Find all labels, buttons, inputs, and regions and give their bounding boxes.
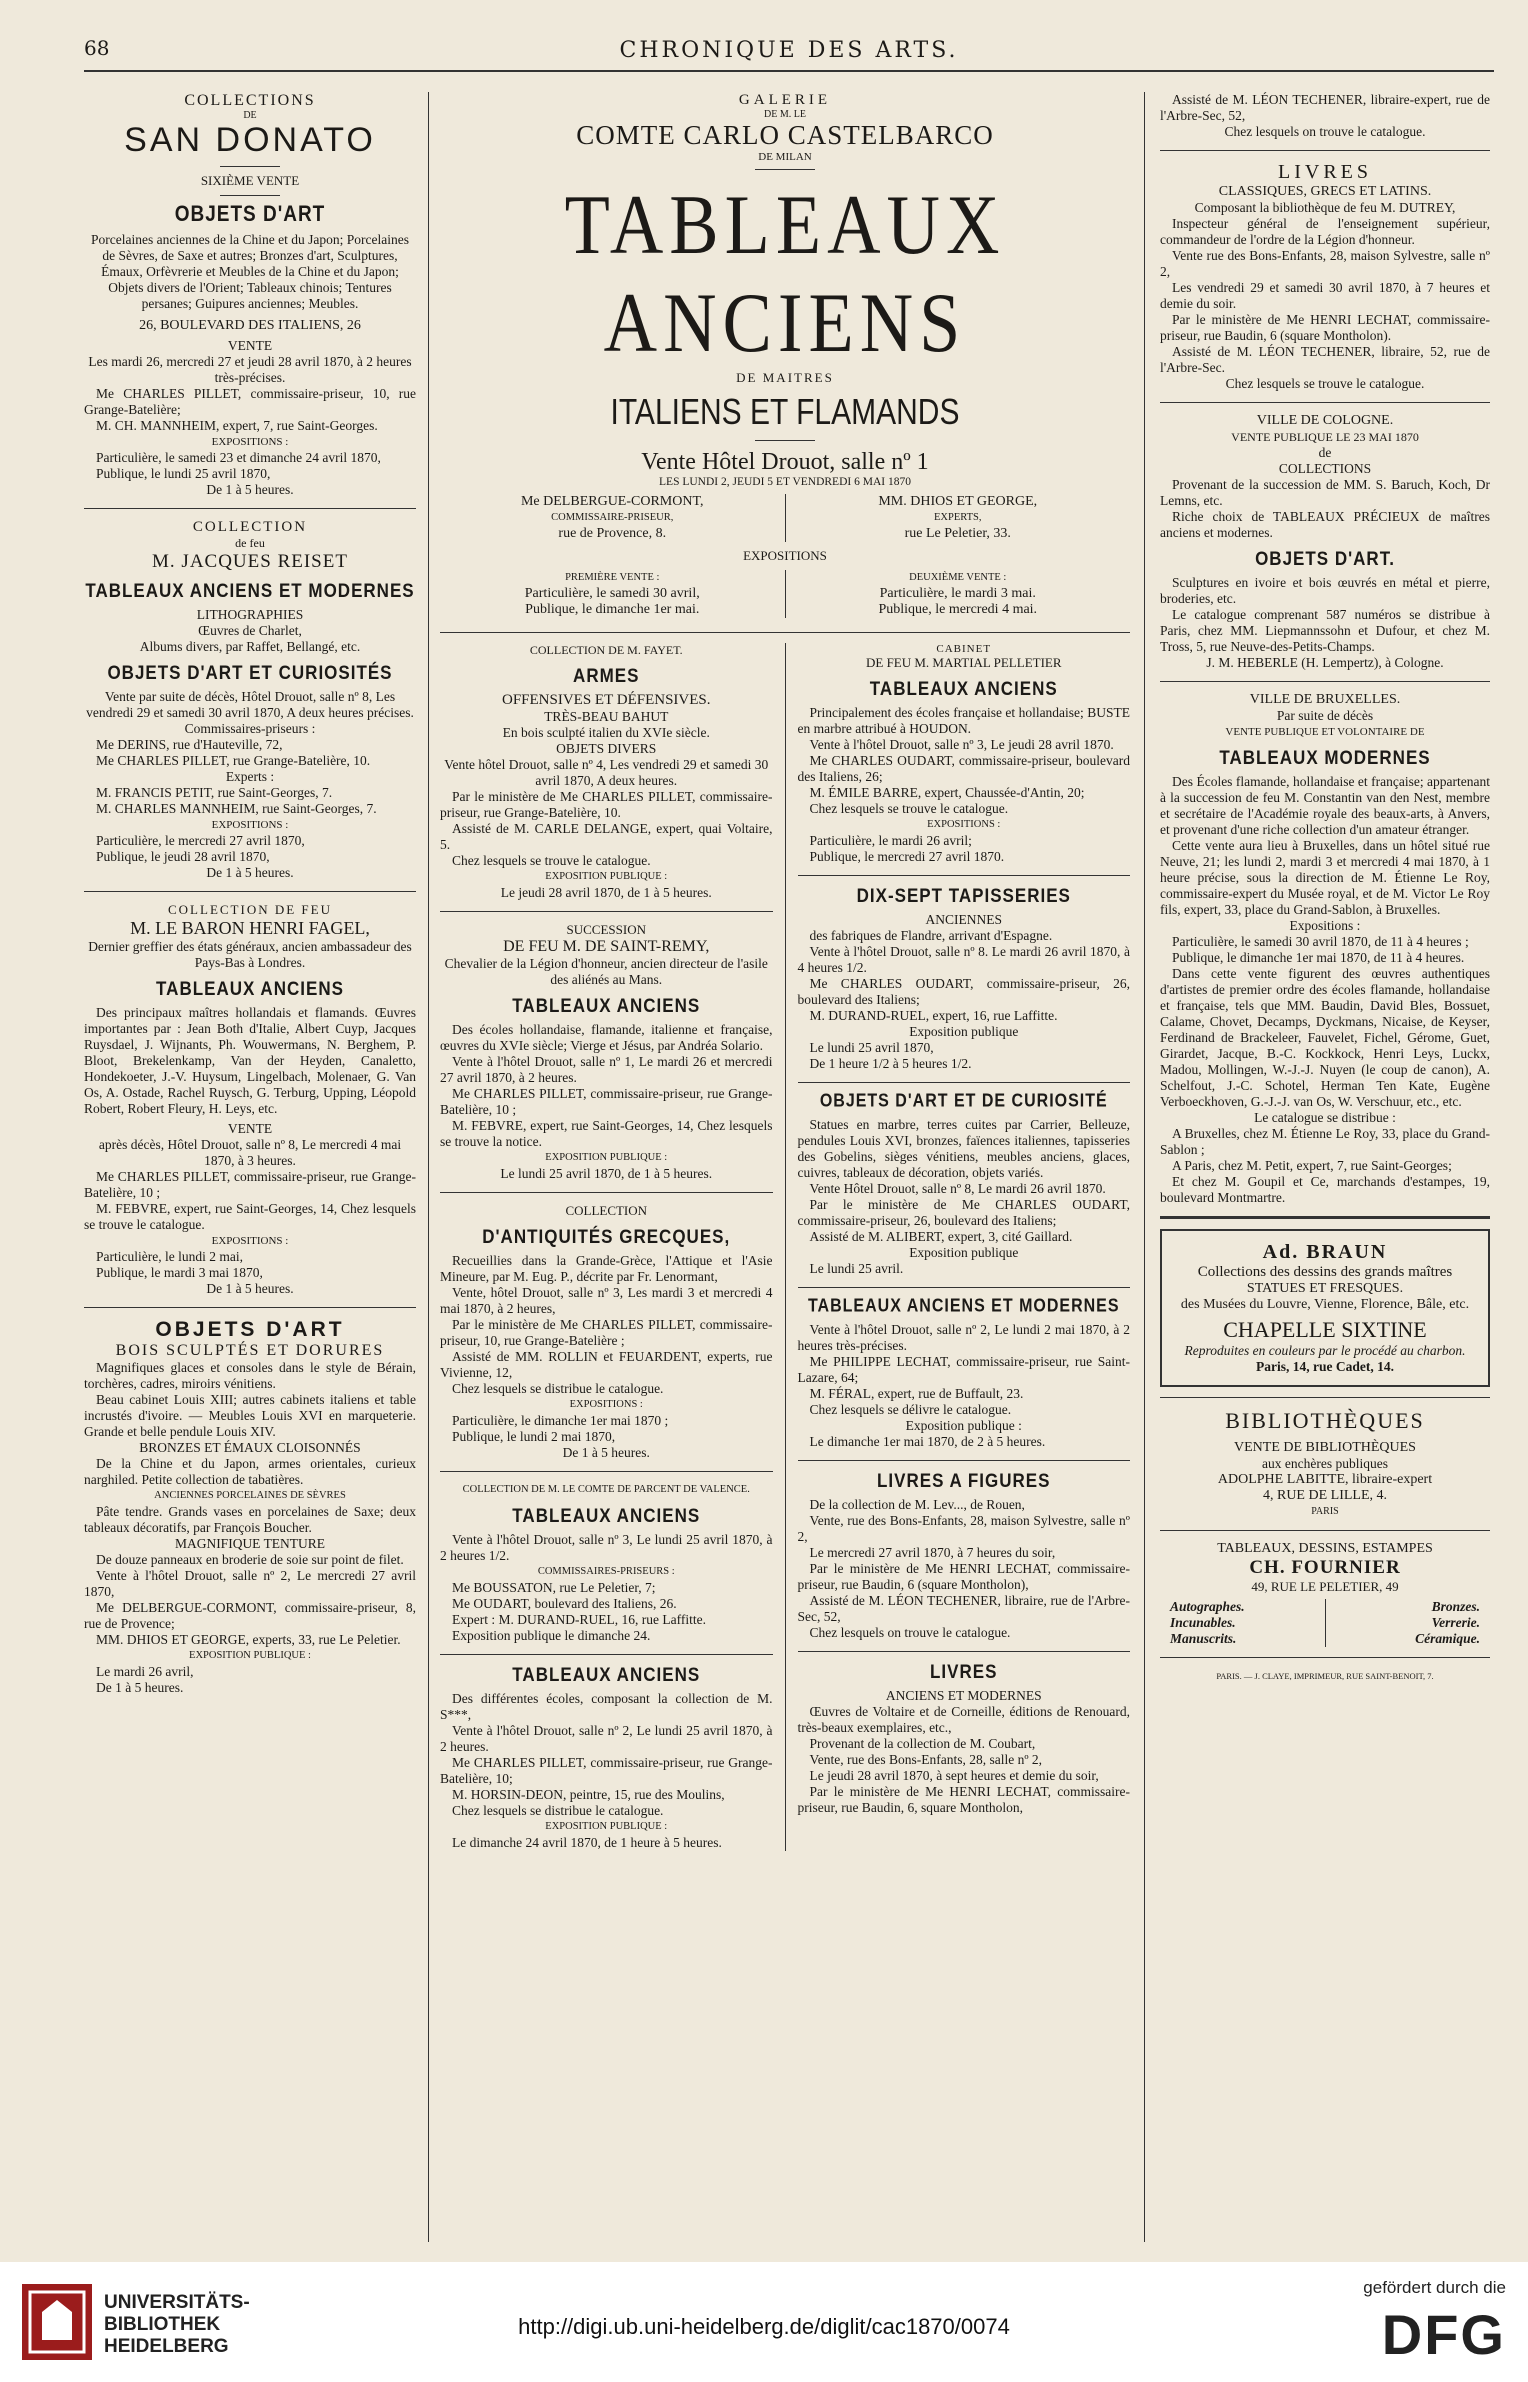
ad-label: ANCIENNES PORCELAINES DE SÈVRES (154, 1490, 346, 1501)
ad-heading: TABLEAUX MODERNES (1219, 746, 1431, 769)
ad-text: Pâte tendre. Grands vases en porcelaines de Saxe; deux tableaux décoratifs, par François Boucher. (84, 1504, 416, 1535)
rule (755, 440, 815, 441)
ad-heading: LIVRES A FIGURES (877, 1469, 1051, 1492)
ad-text: Particulière, le samedi 30 avril 1870, de 11 à 4 heures ; (1172, 934, 1469, 949)
ad-text: Chez lesquels se distribue le catalogue. (452, 1381, 664, 1396)
column-divider (428, 92, 429, 2242)
ad-text: Me CHARLES PILLET, rue Grange-Batelière, 10. (96, 753, 371, 768)
ad-text: TRÈS-BEAU BAHUT (544, 709, 669, 724)
column-right (1160, 92, 1490, 1684)
ad-text: Me DERINS, rue d'Hauteville, 72, (96, 737, 283, 752)
ad-text: Particulière, le samedi 30 avril, (524, 586, 700, 601)
ad-label: VENTE (227, 1121, 273, 1136)
ad-text: De 1 à 5 heures. (206, 1281, 294, 1296)
fournier-right (1325, 1599, 1491, 1647)
ad-text: J. M. HEBERLE (H. Lempertz), à Cologne. (1206, 655, 1444, 670)
ad-text: Par le ministère de Me HENRI LECHAT, commissaire-priseur, rue Baudin, 6 (square Montholon), (797, 1561, 1130, 1592)
ad-kicker: COLLECTION DE FEU (168, 902, 332, 917)
ad-text: Riche choix de TABLEAUX PRÉCIEUX de maîtres anciens et modernes. (1160, 509, 1490, 540)
ad-text: Chez lesquels se trouve le catalogue. (809, 801, 1009, 816)
ad-text: Me CHARLES PILLET, commissaire-priseur, rue Grange-Batelière, 10 ; (84, 1169, 416, 1200)
ad-text: Me CHARLES PILLET, commissaire-priseur, rue Grange-Batelière, 10; (440, 1755, 773, 1786)
ad-text: Me CHARLES OUDART, commissaire-priseur, boulevard des Italiens, 26; (797, 753, 1130, 784)
ad-kicker: COLLECTION (565, 1203, 648, 1218)
ad-text: Inspecteur général de l'enseignement supérieur, commandeur de l'ordre de la Légion d'honneur. (1160, 216, 1490, 247)
ad-text: après décès, Hôtel Drouot, salle nº 8, Le mercredi 4 mai 1870, à 3 heures. (98, 1137, 402, 1168)
ad-text: Vente à l'hôtel Drouot, salle nº 2, Le mercredi 27 avril 1870, (84, 1568, 416, 1599)
ad-text: Exposition publique le dimanche 24. (452, 1628, 651, 1643)
rule (84, 1307, 416, 1308)
ad-title: COMTE CARLO CASTELBARCO (576, 120, 994, 150)
ad-label: EXPOSITIONS : (927, 819, 1001, 830)
digitization-footer (0, 2262, 1528, 2382)
ad-kicker: COLLECTION DE M. LE COMTE DE PARCENT DE VALENCE. (462, 1484, 750, 1495)
ad-text: MM. DHIOS ET GEORGE, (878, 494, 1038, 509)
ad-kicker: COLLECTIONS (184, 92, 316, 109)
ad-text: Me DELBERGUE-CORMONT, (520, 494, 704, 509)
ad-subtitle: Chevalier de la Légion d'honneur, ancien directeur de l'asile des aliénés au Mans. (444, 956, 768, 987)
ad-text: Vente Hôtel Drouot, salle nº 8, Le mardi 26 avril 1870. (809, 1181, 1106, 1196)
ad-text: Me OUDART, boulevard des Italiens, 26. (452, 1596, 677, 1611)
ad-text: Exposition publique (909, 1245, 1019, 1260)
rule (1160, 1397, 1490, 1398)
rule (84, 508, 416, 509)
ad-text: Paris, 14, rue Cadet, 14. (1256, 1359, 1394, 1374)
rule (440, 911, 773, 912)
ad-title: DE FEU M. DE SAINT-REMY, (503, 938, 710, 955)
ad-text: Porcelaines anciennes de la Chine et du Japon; Porcelaines de Sèvres, de Saxe et autres; Bronzes d'art, Sculptures, Émaux, Orfèvrerie et Meubles de la Chine et du Japon; Objets divers de l'Orient; Tableaux chinois; Tentures persanes; Guipures anciennes; Meubles. (91, 232, 409, 311)
library-name-line: BIBLIOTHEK (104, 2314, 221, 2335)
ad-text: Me CHARLES PILLET, commissaire-priseur, 10, rue Grange-Batelière; (84, 386, 416, 417)
rule (1160, 1216, 1490, 1219)
ad-text: Les vendredi 29 et samedi 30 avril 1870, à 7 heures et demie du soir. (1160, 280, 1490, 311)
rule (1160, 402, 1490, 403)
ad-text: de (1318, 445, 1332, 460)
ad-contacts (440, 494, 1130, 542)
ad-text: Des écoles hollandaise, flamande, italienne et française, œuvres du XVIe siècle; Vierge et Jésus, par Andréa Solario. (440, 1022, 773, 1053)
ad-text: Publique, le lundi 25 avril 1870, (96, 466, 271, 481)
braun-ad (1160, 1229, 1490, 1387)
funding-label: gefördert durch die (1363, 2278, 1506, 2297)
ad-text: Principalement des écoles française et hollandaise; BUSTE en marbre attribué à HOUDON. (797, 705, 1130, 736)
ad-text: De la collection de M. Lev..., de Rouen, (809, 1497, 1025, 1512)
ad-text: Particulière, le mardi 3 mai. (879, 586, 1036, 601)
center-subcolumns (440, 643, 1130, 1851)
ad-text: Céramique. (1415, 1631, 1480, 1646)
ad-text: Par le ministère de Me CHARLES PILLET, commissaire-priseur, 10, rue Grange-Batelière ; (440, 1317, 773, 1348)
ad-text: Experts : (225, 769, 275, 784)
ad-heading: TABLEAUX ANCIENS (512, 1504, 701, 1527)
ad-text: Le catalogue comprenant 587 numéros se distribue à Paris, chez MM. Liepmannssohn et Dufour, et chez M. Tross, 5, rue Neuve-des-Petits-Champs. (1160, 607, 1490, 654)
rule (798, 1287, 1131, 1288)
ad-text: Par le ministère de Me CHARLES OUDART, commissaire-priseur, 26, boulevard des Italiens; (797, 1197, 1130, 1228)
ad-subtitle: SIXIÈME VENTE (200, 173, 300, 188)
ad-text: Vente hôtel Drouot, salle nº 4, Les vendredi 29 et samedi 30 avril 1870, A deux heures. (444, 757, 769, 788)
ad-text: Recueillies dans la Grande-Grèce, l'Attique et l'Asie Mineure, par M. Eug. P., décrite par Fr. Lenormant, (440, 1253, 773, 1284)
ad-text: Vente, rue des Bons-Enfants, 28, maison Sylvestre, salle nº 2, (797, 1513, 1130, 1544)
library-name-line: UNIVERSITÄTS- (104, 2292, 250, 2313)
ad-text: DEUXIÈME VENTE : (909, 572, 1007, 583)
ad-text: Exposition publique : (905, 1418, 1022, 1433)
ad-text: Magnifiques glaces et consoles dans le style de Bérain, torchères, cadres, miroirs vénitiens. (84, 1360, 416, 1391)
ad-text: Le dimanche 24 avril 1870, de 1 heure à 5 heures. (452, 1835, 722, 1850)
ad-heading: OBJETS D'ART ET DE CURIOSITÉ (819, 1091, 1108, 1112)
ad-label: EXPOSITIONS : (569, 1399, 643, 1410)
ad-kicker: COLLECTION DE M. FAYET. (529, 643, 683, 657)
ad-de: DE M. LE (764, 109, 806, 120)
ad-text: Le lundi 25 avril 1870, de 1 à 5 heures. (500, 1166, 713, 1181)
ad-heading: Ad. BRAUN (1262, 1241, 1388, 1263)
ad-heading: TABLEAUX ANCIENS (512, 994, 701, 1017)
ad-heading: TABLEAUX ANCIENS (869, 677, 1058, 700)
ad-text: Le lundi 25 avril. (809, 1261, 904, 1276)
ad-text: Chez lesquels se délivre le catalogue. (809, 1402, 1012, 1417)
ad-de: DE (243, 110, 257, 121)
ad-text: Particulière, le lundi 2 mai, (96, 1249, 243, 1264)
fournier-specialties (1160, 1599, 1490, 1647)
ad-subtitle: ANCIENNES (925, 912, 1002, 927)
ad-text: aux enchères publiques (1262, 1456, 1388, 1471)
ad-text: M. DURAND-RUEL, expert, 16, rue Laffitte. (809, 1008, 1058, 1023)
ad-text: Vente par suite de décès, Hôtel Drouot, salle nº 8, Les vendredi 29 et samedi 30 avril 1870, A deux heures précises. (86, 689, 414, 720)
rule (440, 1471, 773, 1472)
ad-text: VENTE DE BIBLIOTHÈQUES (1234, 1440, 1416, 1455)
ad-text: Et chez M. Goupil et Ce, marchands d'estampes, 19, boulevard Montmartre. (1160, 1174, 1490, 1205)
ad-label: EXPOSITION PUBLIQUE : (545, 1152, 668, 1163)
ad-text: Cette vente aura lieu à Bruxelles, dans un hôtel situé rue Neuve, 21; les lundi 2, mardi 3 et mercredi 4 mai 1870, à 1 heure précise, sous la direction de M. Étienne Le Roy, commissaire-expert du Musée royal, et de M. Victor Le Roy fils, expert, 33, place du Grand-Sablon, à Bruxelles. (1160, 838, 1490, 917)
ad-text: Le lundi 25 avril 1870, (809, 1040, 934, 1055)
ad-contact-left (440, 494, 785, 542)
permalink[interactable]: http://digi.ub.uni-heidelberg.de/diglit/cac1870/0074 (518, 2314, 1010, 2339)
ad-text: Œuvres de Voltaire et de Corneille, éditions de Renouard, très-beaux exemplaires, etc., (797, 1704, 1130, 1735)
ad-label: MAGNIFIQUE TENTURE (174, 1536, 326, 1551)
ad-text: De douze panneaux en broderie de soie sur point de filet. (96, 1552, 404, 1567)
ad-text: Verrerie. (1431, 1615, 1480, 1630)
ad-text: Dans cette vente figurent des œuvres authentiques d'artistes de premier ordre des écoles flamande, hollandaise et française, tels que MM. Baudin, David Bles, Bossuet, Calame, Chovet, Decamps, Dyckmans, Nicaise, de Keyser, Ferdinand de Brackeleer, Fauvelet, Fichel, Gérome, Guet, Girardet, Jacque, B.-C. Kockkock, Henri Leys, Luckx, Madou, Mollingen, W.-J.-J. Nuyen (le coup de canon), A. Schelfout, J.-C. Schotel, Herman Ten Kate, Eugène Verboeckhoven, G.-J.-J. van Os, W. Verschuur, etc., etc. (1160, 966, 1490, 1109)
rule (798, 1651, 1131, 1652)
ad-heading: OBJETS D'ART. (1255, 547, 1395, 570)
rule (1160, 681, 1490, 682)
ad-text: Le catalogue se distribue : (1254, 1110, 1396, 1125)
ad-exhibitions (440, 570, 1130, 618)
ad-text: Œuvres de Charlet, (198, 623, 302, 638)
ad-text: Publique, le dimanche 1er mai 1870, de 11 à 4 heures. (1172, 950, 1465, 965)
rule (440, 1192, 773, 1193)
ad-text: Me PHILIPPE LECHAT, commissaire-priseur, rue Saint-Lazare, 64; (797, 1354, 1130, 1385)
ad-text: M. FÉRAL, expert, rue de Buffault, 23. (809, 1386, 1024, 1401)
dfg-logo: DFG (1381, 2303, 1506, 2366)
ad-text: ADOLPHE LABITTE, libraire-expert (1217, 1472, 1433, 1487)
ad-subtitle: Dernier greffier des états généraux, ancien ambassadeur des Pays-Bas à Londres. (88, 939, 412, 970)
ad-text: Expositions : (1289, 918, 1361, 933)
rule (220, 195, 280, 196)
ad-text: M. HORSIN-DEON, peintre, 15, rue des Moulins, (452, 1787, 725, 1802)
library-name-line: HEIDELBERG (104, 2336, 229, 2357)
rule (84, 891, 416, 892)
ad-kicker: SUCCESSION (566, 922, 646, 937)
ad-label: EXPOSITIONS : (211, 1235, 289, 1247)
ad-text: Commissaires-priseurs : (184, 721, 316, 736)
ad-text: COLLECTIONS (1278, 461, 1372, 476)
ad-text: Le jeudi 28 avril 1870, à sept heures et demie du soir, (809, 1768, 1099, 1783)
ad-label: EXPOSITIONS : (211, 819, 289, 831)
ad-subtitle: DE MILAN (758, 151, 812, 163)
ad-text: Chez lesquels on trouve le catalogue. (809, 1625, 1011, 1640)
ad-text: Provenant de la collection de M. Coubart, (809, 1736, 1036, 1751)
ad-text: Chez lesquels se distribue le catalogue. (452, 1803, 664, 1818)
ad-big-heading: TABLEAUX ANCIENS (564, 178, 1006, 371)
rule (440, 632, 1130, 633)
ad-text: A Bruxelles, chez M. Étienne Le Roy, 33, place du Grand-Sablon ; (1160, 1126, 1490, 1157)
ad-title: CHAPELLE SIXTINE (1223, 1317, 1427, 1342)
ad-text: Des principaux maîtres hollandais et flamands. Œuvres importantes par : Jean Both d'Italie, Albert Cuyp, Jacques Ruysdael, J. Wijnants, Ph. Wouwermans, N. Berghem, P. Bloot, Brekelenkamp, Van der Heyden, Canaletto, Hondekoeter, J.-V. Huysum, Lingelbach, Molenaer, G. Van Os, A. Ostade, Rachel Ruysch, G. Terburg, Upping, Léopold Robert, Robert Fleury, H. Leys, etc. (84, 1005, 416, 1116)
ad-heading: TABLEAUX ANCIENS (512, 1663, 701, 1686)
ad-text: Vente à l'hôtel Drouot, salle nº 2, Le lundi 25 avril 1870, à 2 heures. (440, 1723, 773, 1754)
ad-text: VENTE PUBLIQUE ET VOLONTAIRE DE (1225, 726, 1425, 738)
ad-text: Manuscrits. (1170, 1631, 1237, 1646)
ad-text: Sculptures en ivoire et bois œuvrés en métal et pierre, broderies, etc. (1160, 575, 1490, 606)
ad-text: Chez lesquels on trouve le catalogue. (1224, 124, 1426, 139)
ad-subtitle: BOIS SCULPTÉS ET DORURES (115, 1342, 385, 1359)
ad-text: Incunables. (1170, 1615, 1236, 1630)
ad-text: Particulière, le mardi 26 avril; (809, 833, 972, 848)
ad-title: ITALIENS ET FLAMANDS (610, 392, 960, 433)
ad-text: Expert : M. DURAND-RUEL, 16, rue Laffitte. (452, 1612, 706, 1627)
ad-text: Vente rue des Bons-Enfants, 28, maison Sylvestre, salle nº 2, (1160, 248, 1490, 279)
ad-dates: LES LUNDI 2, JEUDI 5 ET VENDREDI 6 MAI 1870 (659, 476, 911, 488)
ad-heading: CH. FOURNIER (1249, 1557, 1401, 1578)
ad-text: Publique, le mercredi 27 avril 1870. (809, 849, 1005, 864)
ad-text: TABLEAUX, DESSINS, ESTAMPES (1217, 1541, 1433, 1556)
ad-exhibition-second (785, 570, 1131, 618)
rule (440, 1654, 773, 1655)
ad-text: Publique, le mercredi 4 mai. (878, 602, 1038, 617)
ad-label: EXPOSITION PUBLIQUE : (189, 1650, 311, 1661)
ad-kicker: COLLECTION (192, 519, 308, 535)
ad-heading: LIVRES (930, 1660, 998, 1683)
ad-label: VENTE (227, 338, 273, 353)
ad-title: M. JACQUES REISET (152, 551, 348, 572)
ad-label: BRONZES ET ÉMAUX CLOISONNÉS (139, 1440, 361, 1455)
ad-venue: Vente Hôtel Drouot, salle nº 1 (641, 449, 929, 475)
ad-text: Bronzes. (1431, 1599, 1480, 1614)
ad-label: COMMISSAIRES-PRISEURS : (537, 1566, 675, 1577)
ad-text: Vente, hôtel Drouot, salle nº 3, Les mardi 3 et mercredi 4 mai 1870, à 2 heures, (440, 1285, 773, 1316)
ad-text: LITHOGRAPHIES (196, 607, 304, 622)
ad-text: MM. DHIOS ET GEORGE, experts, 33, rue Le Peletier. (96, 1632, 401, 1647)
ad-text: Publique, le lundi 2 mai 1870, (452, 1429, 616, 1444)
ad-text: des Musées du Louvre, Vienne, Florence, Bâle, etc. (1180, 1297, 1470, 1312)
column-center (440, 92, 1130, 1851)
ad-text: PREMIÈRE VENTE : (565, 572, 660, 583)
ad-text: Vente à l'hôtel Drouot, salle nº 3, Le jeudi 28 avril 1870. (809, 737, 1114, 752)
ad-de: de feu (235, 536, 265, 550)
ad-label: EXPOSITION PUBLIQUE : (545, 871, 668, 882)
ad-heading: TABLEAUX ANCIENS ET MODERNES (85, 579, 415, 602)
ad-heading: OBJETS D'ART ET CURIOSITÉS (107, 661, 393, 684)
ad-text: M. CHARLES MANNHEIM, rue Saint-Georges, 7. (96, 801, 377, 816)
ad-label: EXPOSITION PUBLIQUE : (545, 1821, 668, 1832)
ad-text: Chez lesquels se trouve le catalogue. (1225, 376, 1425, 391)
ad-label: EXPOSITIONS (743, 548, 827, 563)
ad-text: rue de Provence, 8. (558, 526, 667, 541)
rule (798, 1460, 1131, 1461)
ad-text: Me BOUSSATON, rue Le Peletier, 7; (452, 1580, 656, 1595)
page-header (84, 30, 1494, 72)
ad-text: Exposition publique (909, 1024, 1019, 1039)
ad-text: Reproduites en couleurs par le procédé au charbon. (1184, 1343, 1466, 1358)
ad-text: Chez lesquels se trouve le catalogue. (452, 853, 651, 868)
ad-text: De 1 heure 1/2 à 5 heures 1/2. (809, 1056, 972, 1071)
ad-text: Collections des dessins des grands maîtres (1197, 1264, 1453, 1280)
ad-subtitle: DE MAITRES (736, 370, 834, 385)
ad-text: des fabriques de Flandre, arrivant d'Espagne. (809, 928, 1053, 943)
castelbarco-ad (440, 92, 1130, 618)
ad-text: Me DELBERGUE-CORMONT, commissaire-priseur, 8, rue de Provence; (84, 1600, 416, 1631)
ad-text: Provenant de la succession de MM. S. Baruch, Koch, Dr Lemns, etc. (1160, 477, 1490, 508)
ad-text: Le mercredi 27 avril 1870, à 7 heures du soir, (809, 1545, 1056, 1560)
ad-subtitle: CLASSIQUES, GRECS ET LATINS. (1218, 184, 1432, 199)
ad-title: SAN DONATO (124, 121, 376, 159)
ad-dates: Les mardi 26, mercredi 27 et jeudi 28 avril 1870, à 2 heures très-précises. (88, 354, 412, 385)
column-left (84, 92, 416, 1696)
ad-text: A Paris, chez M. Petit, expert, 7, rue Saint-Georges; (1172, 1158, 1452, 1173)
ad-text: Publique, le dimanche 1er mai. (525, 602, 700, 617)
ad-text: De 1 à 5 heures. (206, 865, 294, 880)
ad-subtitle: DE FEU M. MARTIAL PELLETIER (865, 655, 1062, 670)
ad-label: EXPOSITIONS : (211, 436, 289, 448)
subcolumn-left (440, 643, 786, 1851)
ad-text: Par le ministère de Me HENRI LECHAT, commissaire-priseur, rue Baudin, 6, square Montholon, (797, 1784, 1130, 1815)
ad-text: Autographes. (1170, 1599, 1245, 1614)
ad-text: Par le ministère de Me HENRI LECHAT, commissaire-priseur, rue Baudin, 6 (square Montholon). (1160, 312, 1490, 343)
ad-text: De 1 à 5 heures. (562, 1445, 650, 1460)
ad-text: De la Chine et du Japon, armes orientales, curieux narghiled. Petite collection de tabatières. (84, 1456, 416, 1487)
ad-text: Vente à l'hôtel Drouot, salle nº 1, Le mardi 26 et mercredi 27 avril 1870, à 2 heures. (440, 1054, 773, 1085)
ad-text: Le jeudi 28 avril 1870, de 1 à 5 heures. (500, 885, 712, 900)
column-divider (1144, 92, 1145, 2242)
ad-kicker: VILLE DE BRUXELLES. (1249, 692, 1401, 707)
rule (1160, 1657, 1490, 1658)
ad-text: M. ÉMILE BARRE, expert, Chaussée-d'Antin, 20; (809, 785, 1085, 800)
ad-text: M. FRANCIS PETIT, rue Saint-Georges, 7. (96, 785, 333, 800)
ad-heading: TABLEAUX ANCIENS (156, 977, 344, 1000)
ad-text: Vente à l'hôtel Drouot, salle nº 3, Le lundi 25 avril 1870, à 2 heures 1/2. (440, 1532, 773, 1563)
ad-text: Assisté de M. ALIBERT, expert, 3, cité Gaillard. (809, 1229, 1073, 1244)
ad-text: Le mardi 26 avril, (96, 1664, 194, 1679)
ad-heading: ARMES (573, 664, 640, 687)
ad-text: Assisté de M. LÉON TECHENER, libraire, rue de l'Arbre-Sec, 52, (797, 1593, 1130, 1624)
ad-text: Particulière, le samedi 23 et dimanche 24 avril 1870, (96, 450, 381, 465)
ad-text: Vente à l'hôtel Drouot, salle nº 8. Le mardi 26 avril 1870, à 4 heures 1/2. (797, 944, 1130, 975)
ad-text: M. FEBVRE, expert, rue Saint-Georges, 14, Chez lesquels se trouve le catalogue. (84, 1201, 416, 1232)
ad-text: 4, RUE DE LILLE, 4. (1262, 1488, 1388, 1503)
ad-text: Assisté de M. LÉON TECHENER, libraire, 52, rue de l'Arbre-Sec. (1160, 344, 1490, 375)
page-number: 68 (84, 36, 110, 60)
ad-text: rue Le Peletier, 33. (904, 526, 1011, 541)
ad-text: Me CHARLES OUDART, commissaire-priseur, 26, boulevard des Italiens; (797, 976, 1130, 1007)
ad-text: Composant la bibliothèque de feu M. DUTREY, (1194, 200, 1456, 215)
ad-heading: DIX-SEPT TAPISSERIES (856, 884, 1071, 907)
ad-heading: D'ANTIQUITÉS GRECQUES, (482, 1225, 731, 1248)
ad-address: 26, BOULEVARD DES ITALIENS, 26 (139, 318, 361, 333)
ad-subtitle: OFFENSIVES ET DÉFENSIVES. (502, 692, 711, 708)
ad-text: M. CH. MANNHEIM, expert, 7, rue Saint-Georges. (96, 418, 378, 433)
ad-text: Des différentes écoles, composant la collection de M. S***, (440, 1691, 773, 1722)
ad-text: Assisté de MM. ROLLIN et FEUARDENT, experts, rue Vivienne, 12, (440, 1349, 773, 1380)
rule (1160, 150, 1490, 151)
ad-text: Me CHARLES PILLET, commissaire-priseur, rue Grange-Batelière, 10 ; (440, 1086, 773, 1117)
ad-text: M. FEBVRE, expert, rue Saint-Georges, 14, Chez lesquels se trouve la notice. (440, 1118, 773, 1149)
ad-heading: TABLEAUX ANCIENS ET MODERNES (807, 1296, 1120, 1317)
rule (798, 1082, 1131, 1083)
ad-title: M. LE BARON HENRI FAGEL, (130, 918, 370, 938)
ad-exhibition-first (440, 570, 785, 618)
ad-text: De 1 à 5 heures. (206, 482, 294, 497)
ad-text: Particulière, le mercredi 27 avril 1870, (96, 833, 305, 848)
ad-text: Assisté de M. LÉON TECHENER, libraire-expert, rue de l'Arbre-Sec, 52, (1160, 92, 1490, 123)
ad-contact-right (785, 494, 1131, 542)
rule (1160, 1530, 1490, 1531)
ad-text: COMMISSAIRE-PRISEUR, (551, 512, 674, 523)
ad-text: Vente à l'hôtel Drouot, salle nº 2, Le lundi 2 mai 1870, à 2 heures très-précises. (797, 1322, 1130, 1353)
ad-heading: OBJETS D'ART (155, 1318, 345, 1341)
ad-text: PARIS (1311, 1506, 1339, 1517)
ad-kicker: VILLE DE COLOGNE. (1256, 413, 1394, 428)
ad-text: Par suite de décès (1276, 708, 1374, 723)
ad-text: EXPERTS, (933, 512, 982, 523)
ad-text: Statues en marbre, terres cuites par Carrier, Belleuze, pendules Louis XVI, bronzes, faïences italiennes, tapisseries des Gobelins, sièges vénitiens, meubles anciens, glaces, cuivres, tableaux de décoration, objets variés. (797, 1117, 1130, 1180)
ad-text: En bois sculpté italien du XVIe siècle. (502, 725, 710, 740)
rule (798, 875, 1131, 876)
ad-text: Des Écoles flamande, hollandaise et française; appartenant à la succession de feu M. Constantin van den Nest, membre et secrétaire de l'Académie royale des beaux-arts, à Anvers, et provenant d'une riche collection d'un amateur étranger. (1160, 774, 1490, 837)
ad-text: Assisté de M. CARLE DELANGE, expert, quai Voltaire, 5. (440, 821, 773, 852)
ad-text: 49, RUE LE PELETIER, 49 (1251, 1579, 1399, 1594)
ad-text: Publique, le jeudi 28 avril 1870, (96, 849, 270, 864)
ad-text: Le dimanche 1er mai 1870, de 2 à 5 heures. (809, 1434, 1046, 1449)
ad-text: Particulière, le dimanche 1er mai 1870 ; (452, 1413, 669, 1428)
ad-text: Vente, rue des Bons-Enfants, 28, salle nº 2, (809, 1752, 1043, 1767)
ad-text: VENTE PUBLIQUE LE 23 MAI 1870 (1231, 430, 1419, 444)
ad-subtitle: ANCIENS ET MODERNES (885, 1688, 1042, 1703)
ad-text: Albums divers, par Raffet, Bellangé, etc. (139, 639, 361, 654)
ad-text: STATUES ET FRESQUES. (1246, 1281, 1404, 1296)
ad-text: Par le ministère de Me CHARLES PILLET, commissaire-priseur, rue Grange-Batelière, 10. (440, 789, 773, 820)
ad-text: De 1 à 5 heures. (96, 1680, 184, 1695)
printer-imprint: PARIS. — J. CLAYE, IMPRIMEUR, RUE SAINT-BENOIT, 7. (1216, 1671, 1434, 1681)
ad-text: Publique, le mardi 3 mai 1870, (96, 1265, 263, 1280)
journal-title: CHRONIQUE DES ARTS. (619, 38, 959, 63)
rule (755, 169, 815, 170)
ad-text: OBJETS DIVERS (556, 741, 657, 756)
fournier-left (1160, 1599, 1325, 1647)
ad-text: Beau cabinet Louis XIII; autres cabinets italiens et table incrustés d'ivoire. — Meubles Louis XVI en marqueterie. Grande et belle pendule Louis XIV. (84, 1392, 416, 1439)
ad-kicker: GALERIE (738, 92, 832, 108)
subcolumn-right (786, 643, 1131, 1851)
ad-heading: LIVRES (1278, 161, 1372, 183)
ad-kicker: CABINET (936, 643, 992, 655)
ad-title: BIBLIOTHÈQUES (1225, 1408, 1425, 1433)
ad-heading: OBJETS D'ART (174, 202, 326, 227)
rule (220, 166, 280, 167)
